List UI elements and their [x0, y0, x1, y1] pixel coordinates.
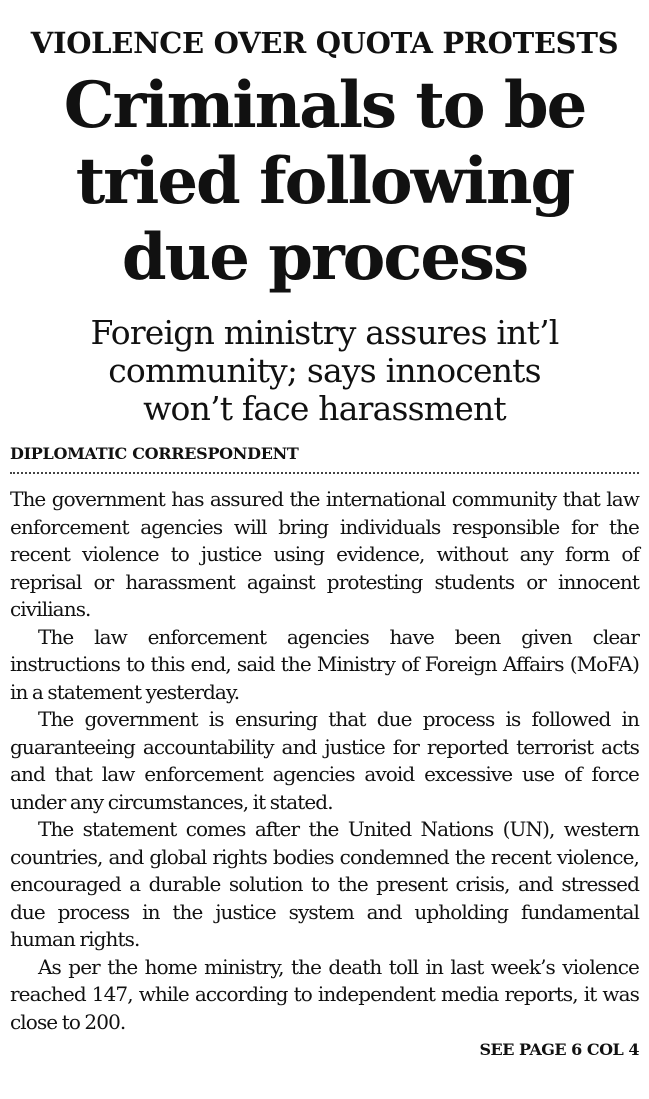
article-body — [10, 486, 639, 1036]
body-paragraph: The government has assured the international community that law enforcement agencies will bring individuals responsible for the recent violence to justice using evidence, without any form of reprisal or harassment against protesting students or innocent civilians. — [10, 487, 639, 621]
subheadline-line: Foreign ministry assures int’l — [90, 313, 559, 352]
body-paragraph: As per the home ministry, the death toll in last week’s violence reached 147, while according to independent media reports, it was close to 200. — [10, 954, 639, 1034]
headline-line: tried following — [75, 144, 574, 219]
article-byline: DIPLOMATIC CORRESPONDENT — [10, 444, 639, 474]
article-kicker: VIOLENCE OVER QUOTA PROTESTS — [30, 26, 619, 60]
headline-line: due process — [121, 220, 528, 295]
subheadline-line: community; says innocents — [108, 351, 541, 390]
body-paragraph: The law enforcement agencies have been given clear instructions to this end, said the Ministry of Foreign Affairs (MoFA) in a statement yesterday. — [10, 624, 639, 704]
article-headline — [10, 68, 639, 296]
subheadline-line: won’t face harassment — [143, 389, 506, 428]
body-paragraph: The statement comes after the United Nations (UN), western countries, and global rights bodies condemned the recent violence, encouraged a durable solution to the present crisis, and stressed due process in the justice system and upholding fundamental human rights. — [10, 817, 639, 951]
body-paragraph: The government is ensuring that due process is followed in guaranteeing accountability and justice for reported terrorist acts and that law enforcement agencies avoid excessive use of force under any circumstances, it stated. — [10, 707, 639, 814]
article-subheadline — [10, 314, 639, 428]
headline-line: Criminals to be — [63, 68, 586, 143]
continuation-jump: SEE PAGE 6 COL 4 — [479, 1040, 639, 1059]
